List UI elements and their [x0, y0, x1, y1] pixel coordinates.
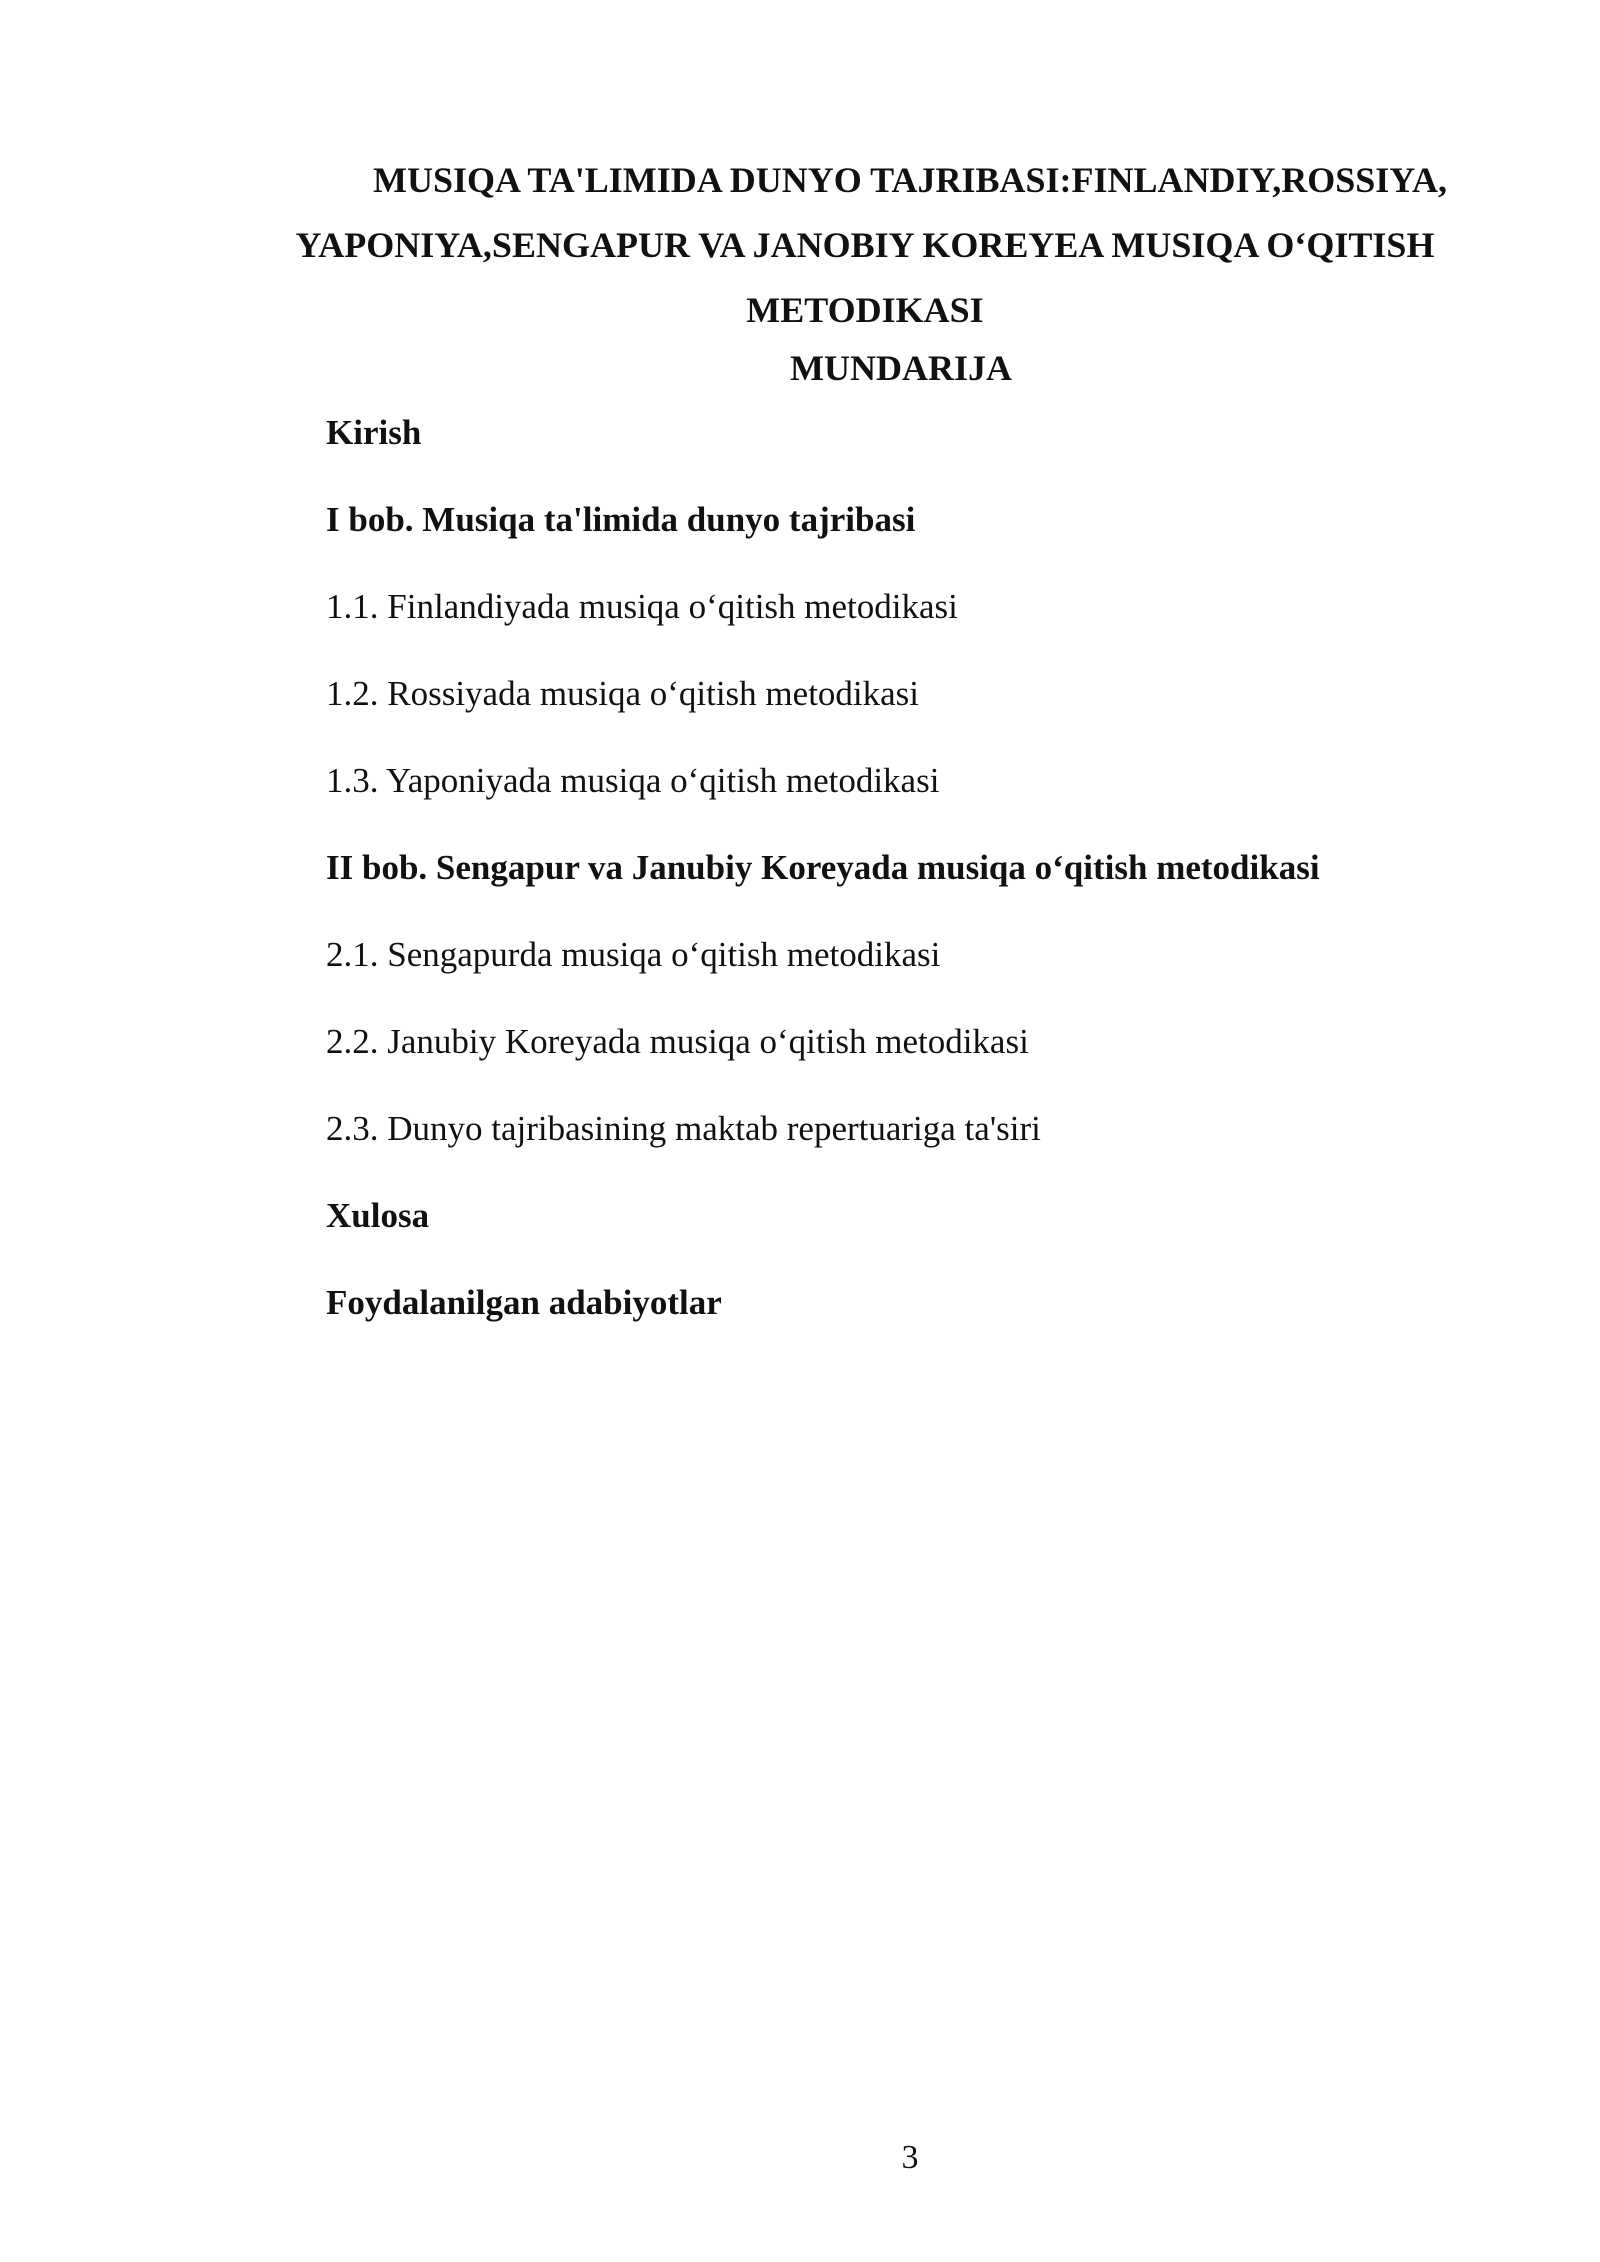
toc-entry-section-1-3: 1.3. Yaponiyada musiqa o‘qitish metodikasi	[326, 761, 940, 800]
toc-entry-xulosa: Xulosa	[326, 1196, 430, 1235]
toc-entry-section-2-1: 2.1. Sengapurda musiqa o‘qitish metodikasi	[326, 935, 941, 974]
title-line: METODIKASI	[746, 290, 984, 330]
page-number: 3	[901, 2139, 919, 2176]
title-line: MUSIQA TA'LIMIDA DUNYO TAJRIBASI:FINLANDIY,ROSSIYA,	[373, 160, 1447, 200]
table-of-contents	[326, 408, 1526, 1365]
toc-entry-section-1-2: 1.2. Rossiyada musiqa o‘qitish metodikasi	[326, 674, 920, 713]
toc-entry-references: Foydalanilgan adabiyotlar	[326, 1283, 722, 1322]
toc-entry-chapter-1: I bob. Musiqa ta'limida dunyo tajribasi	[326, 500, 916, 539]
toc-entry-section-1-1: 1.1. Finlandiyada musiqa o‘qitish metodikasi	[326, 587, 958, 626]
toc-heading: MUNDARIJA	[790, 348, 1012, 388]
document-title	[240, 148, 1490, 343]
toc-entry-chapter-2: II bob. Sengapur va Janubiy Koreyada musiqa o‘qitish metodikasi	[326, 848, 1320, 887]
toc-entry-section-2-2: 2.2. Janubiy Koreyada musiqa o‘qitish metodikasi	[326, 1022, 1029, 1061]
title-line: YAPONIYA,SENGAPUR VA JANOBIY KOREYEA MUSIQA O‘QITISH	[295, 225, 1435, 265]
toc-entry-section-2-3: 2.3. Dunyo tajribasining maktab repertuariga ta'siri	[326, 1109, 1041, 1148]
toc-entry-kirish: Kirish	[326, 413, 422, 452]
